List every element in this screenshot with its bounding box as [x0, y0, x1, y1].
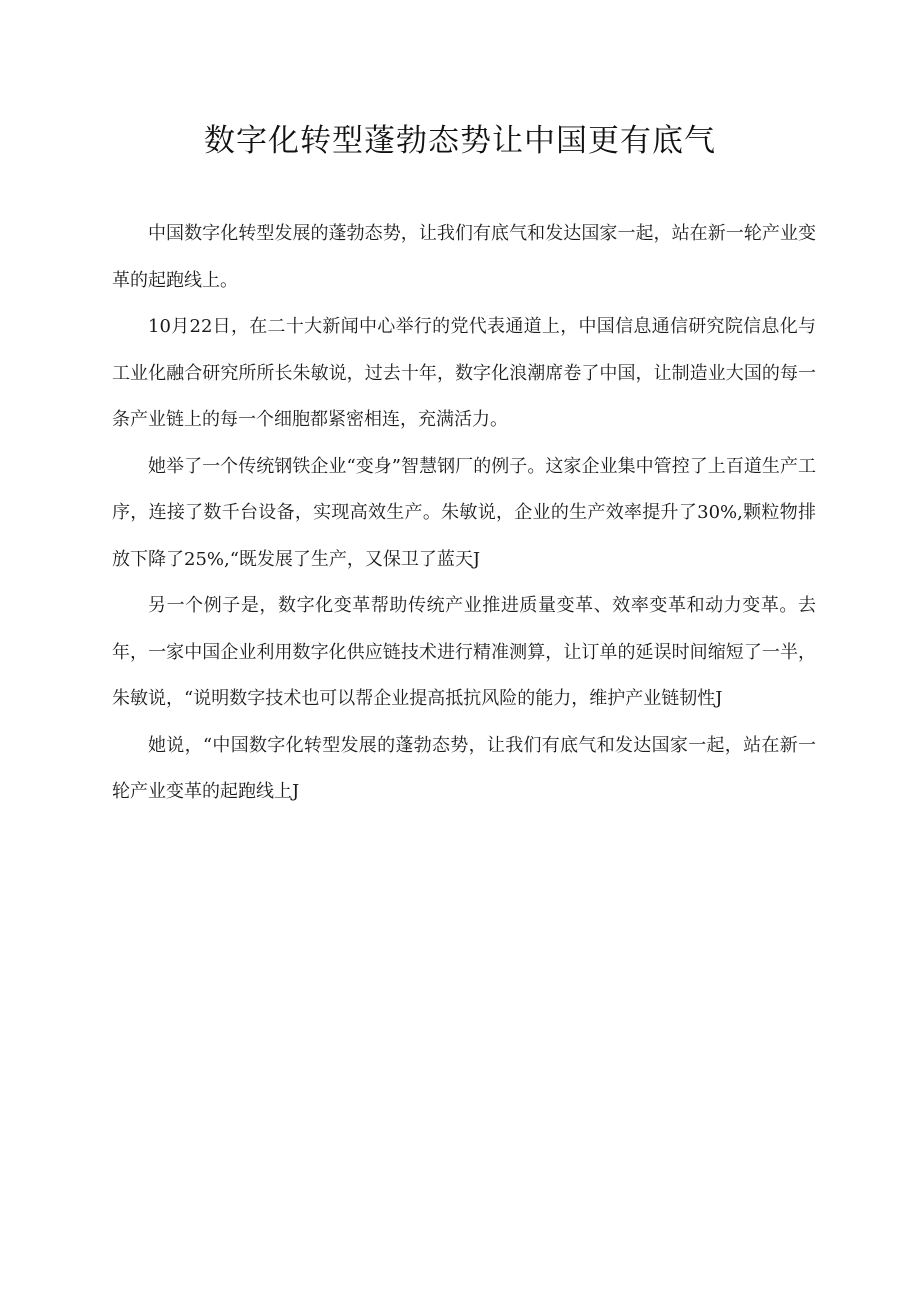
paragraph-5: 她说，“中国数字化转型发展的蓬勃态势，让我们有底气和发达国家一起，站在新一轮产业变革的起跑线上J — [112, 734, 816, 802]
document-title: 数字化转型蓬勃态势让中国更有底气 — [204, 123, 716, 159]
document-body — [112, 211, 816, 816]
paragraph-4: 另一个例子是，数字化变革帮助传统产业推进质量变革、效率变革和动力变革。去年，一家中国企业利用数字化供应链技术进行精准测算，让订单的延误时间缩短了一半，朱敏说，“说明数字技术也可以帮企业提高抵抗风险的能力，维护产业链韧性J — [112, 595, 816, 709]
paragraph-1: 中国数字化转型发展的蓬勃态势，让我们有底气和发达国家一起，站在新一轮产业变革的起跑线上。 — [112, 223, 816, 291]
paragraph-2: 10月22日，在二十大新闻中心举行的党代表通道上，中国信息通信研究院信息化与工业化融合研究所所长朱敏说，过去十年，数字化浪潮席卷了中国，让制造业大国的每一条产业链上的每一个细胞都紧密相连，充满活力。 — [112, 316, 816, 430]
paragraph-3: 她举了一个传统钢铁企业“变身”智慧钢厂的例子。这家企业集中管控了上百道生产工序，连接了数千台设备，实现高效生产。朱敏说，企业的生产效率提升了30%,颗粒物排放下降了25%,“既发展了生产，又保卫了蓝天J — [112, 455, 816, 570]
